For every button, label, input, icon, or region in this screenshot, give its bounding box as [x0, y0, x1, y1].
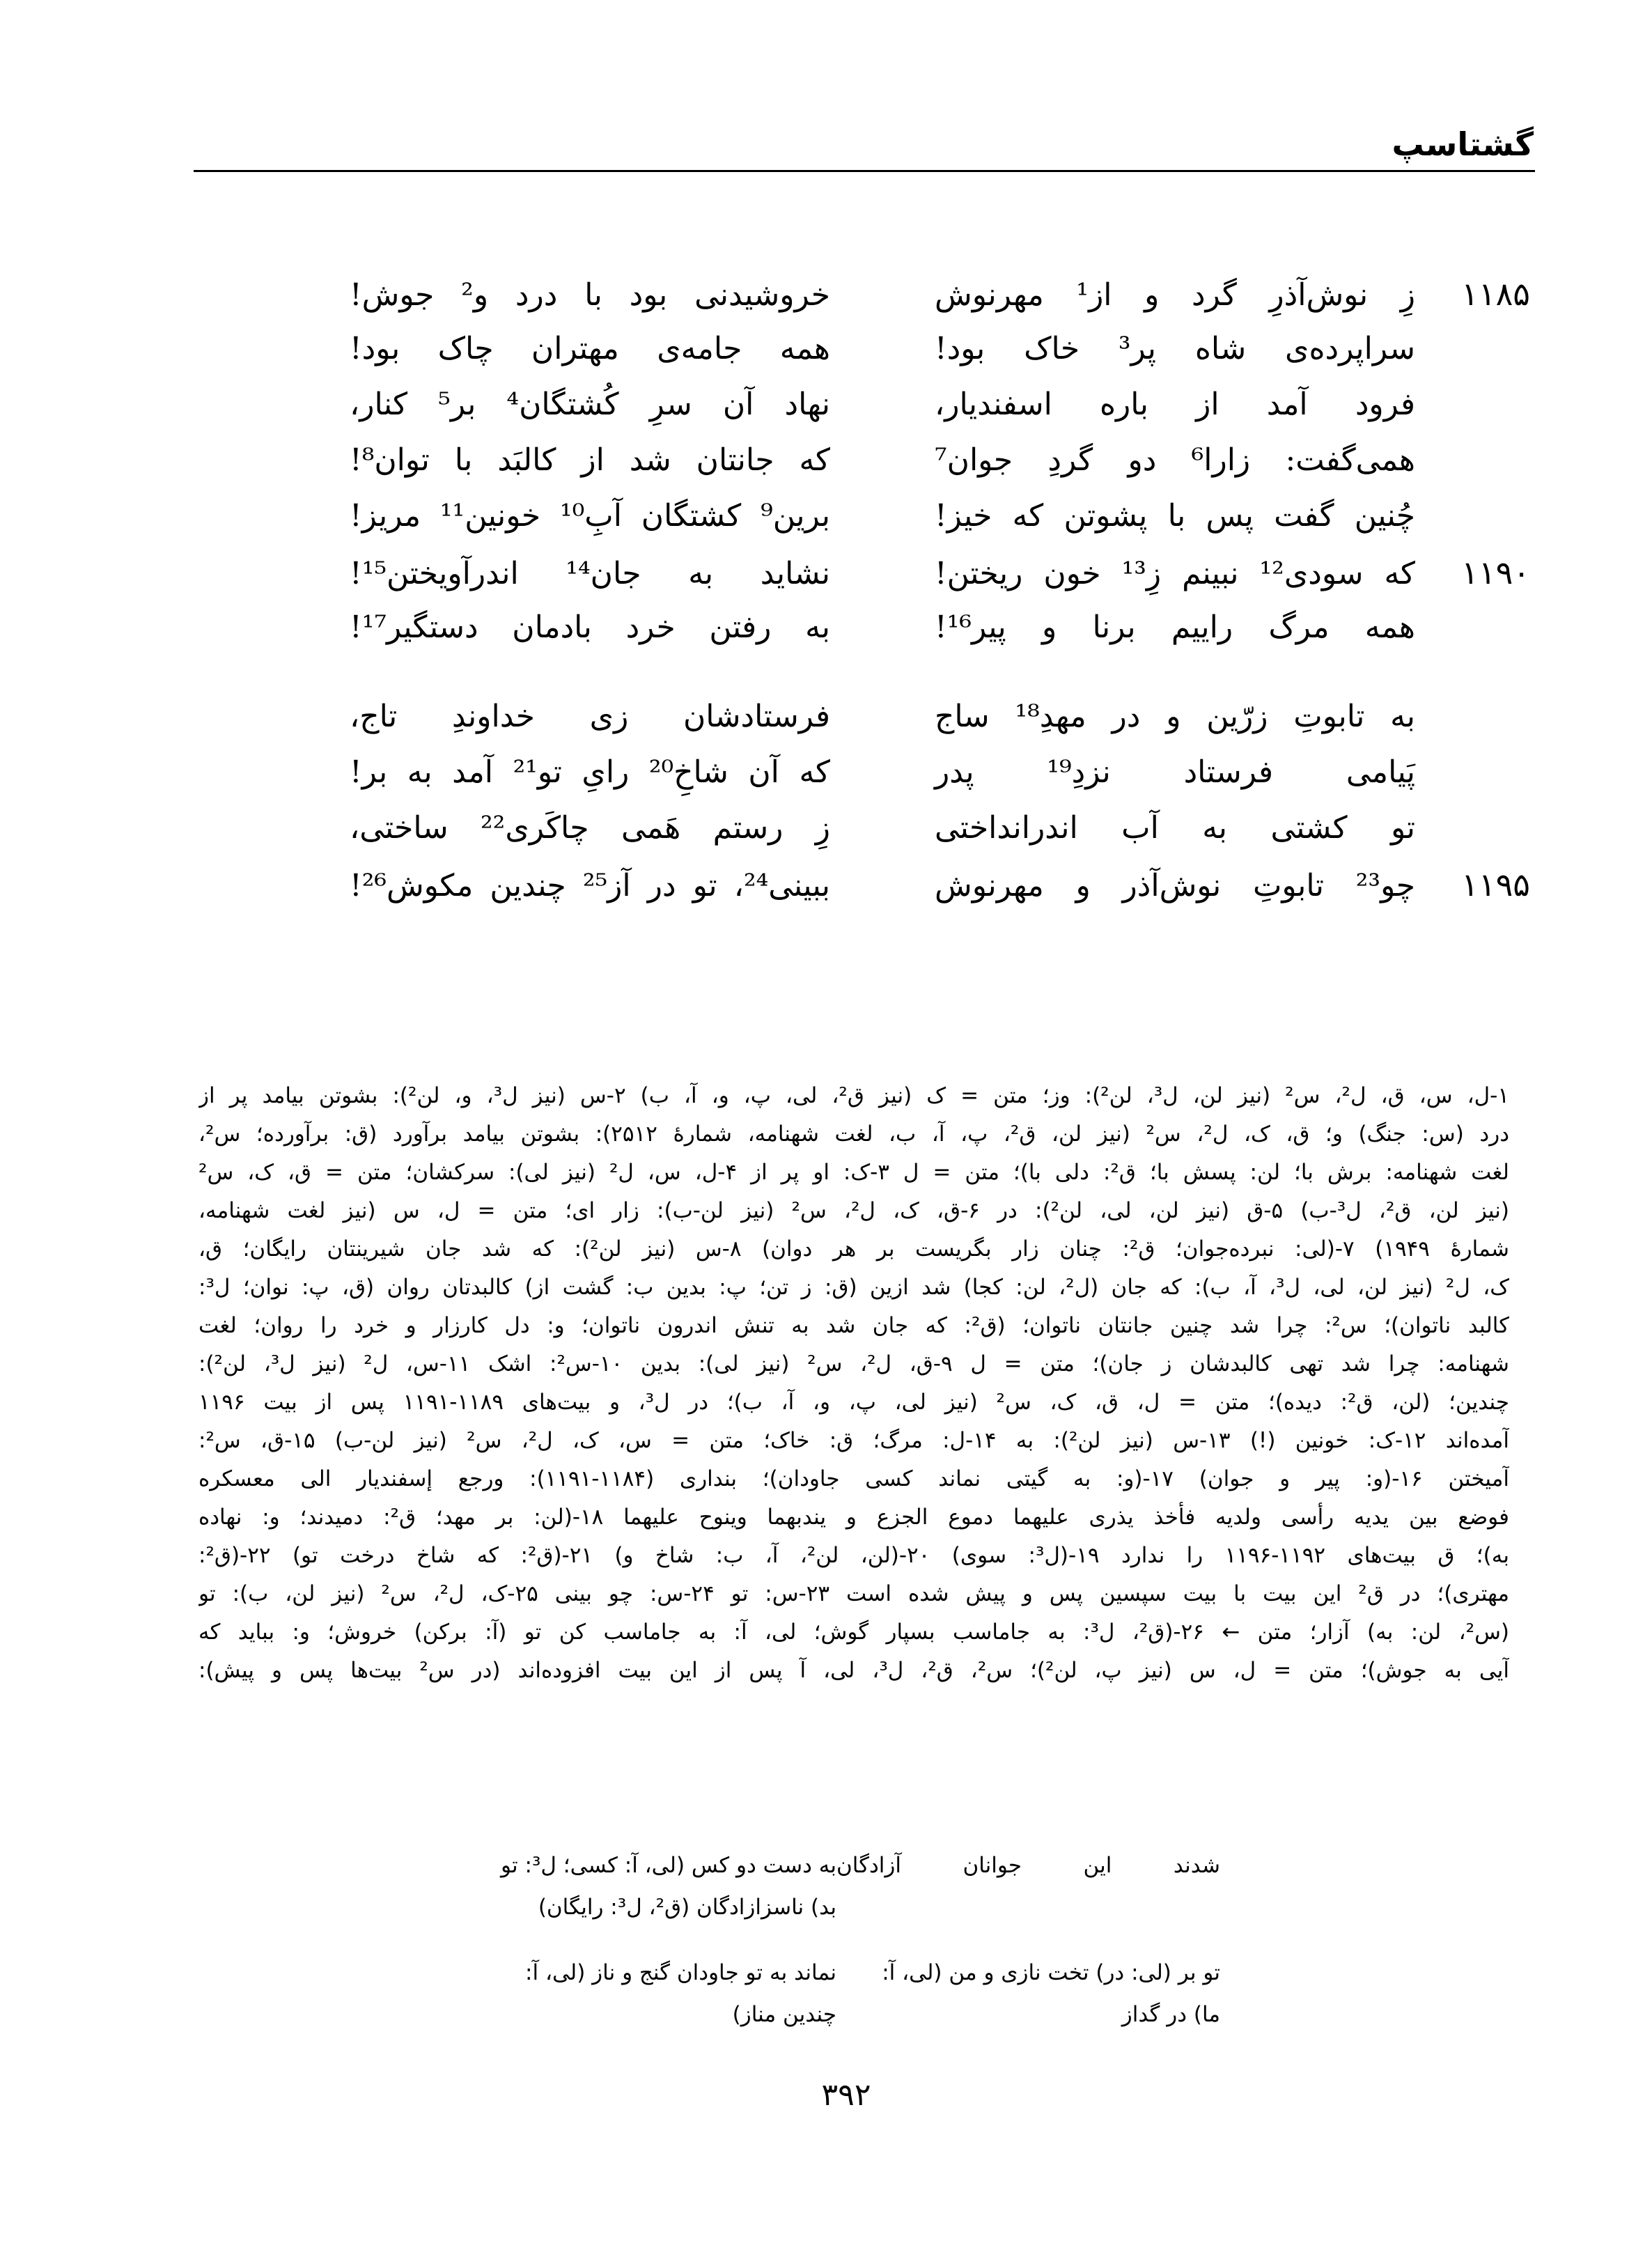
footnote-line: درد (س: جنگ) و؛ ق، ک، ل²، س² (نیز لن، ق²، پ، آ، ب، لغت شهنامه، شمارۀ ۲۵۱۲): بشوتن بیامد برآورد (ق: برآورده؛ س²،	[198, 1122, 1509, 1147]
footnote-line: ک، ل² (نیز لن، لی، ل³، آ، ب): که جان (ل²، لن: کجا) شد ازین (ق: ز تن؛ پ: بدین ب: گشت از) کالبدتان روان (ق، پ: نوان؛ ل³:	[198, 1275, 1509, 1300]
footnote-line: ۱-ل، س، ق، ل²، س² (نیز لن، ل³، لن²): وز؛ متن = ک (نیز ق²، لی، پ، و، آ، ب) ۲-س (نیز ل³، و، لن²): بشوتن بیامد پر از	[198, 1083, 1509, 1108]
footnote-line: آیی به جوش)؛ متن = ل، س (نیز پ، لن²)؛ س²، ق²، ل³، لی، آ پس از این بیت افزوده‌اند (در س² بیت‌ها پس و پیش):	[198, 1658, 1509, 1683]
footnote-line: (نیز لن، ق²، ل³-ب) ۵-ق (نیز لن، لی، لن²): در ۶-ق، ک، ل²، س² (نیز لن-ب): زار ای؛ متن = ل، س (نیز لغت شهنامه،	[198, 1198, 1509, 1223]
couplet	[293, 498, 1530, 554]
footnote-line: لغت شهنامه: برش با؛ لن: پسش با؛ ق²: دلی با)؛ متن = ل ۳-ک: او پر از ۴-ل، س، ل² (نیز لی): سرکشان؛ متن = ق، ک، س²	[198, 1160, 1509, 1185]
footnote-line: آمیختن ۱۶-(و: پیر و جوان) ۱۷-(و: به گیتی نماند کسی جاودان)؛ بنداری (۱۱۸۴-۱۱۹۱): ورجع إسفندیار الی معسکره	[198, 1466, 1509, 1491]
hemistich-first: تو کشتی به آب اندرانداختی	[935, 810, 1415, 846]
variant-row	[362, 1846, 1220, 1885]
variant-hemistich-first	[836, 1888, 1220, 1927]
hemistich-second: فرستادشان زی خداوندِ تاج،	[350, 699, 830, 734]
running-title: گشتاسپ	[1392, 125, 1534, 163]
hemistich-first: فرود آمد از باره اسفندیار،	[935, 387, 1415, 422]
footnote-line: چندین؛ (لن، ق²: دیده)؛ متن = ل، ق، ک، س² (نیز لی، پ، و، آ، ب)؛ در ل³، و بیت‌های ۱۱۸۹-۱۱۹۱ پس از بیت ۱۱۹۶	[198, 1390, 1509, 1415]
couplet	[293, 610, 1530, 665]
hemistich-first: همه مرگ راییم برنا و پیر¹⁶!	[935, 610, 1415, 645]
variant-row	[362, 1995, 1220, 2034]
footnote-line: مهتری)؛ در ق² این بیت با بیت سپسین پس و پیش شده است ۲۳-س: تو ۲۴-س: چو بینی ۲۵-ک، ل²، س² (نیز لن، ب): تو	[198, 1581, 1509, 1606]
footnote-line: (س²، لن: به) آزار؛ متن ← ۲۶-(ق²، ل³: به جاماسب بسپار گوش؛ لی، آ: به جاماسب کن تو (آ: برکن) خروش؛ و: بباید که	[198, 1620, 1509, 1645]
variant-row	[362, 1953, 1220, 1992]
hemistich-first: سراپرده‌ی شاه پر³ خاک بود!	[935, 331, 1415, 366]
hemistich-first: همی‌گفت: زارا⁶ دو گردِ جوان⁷	[935, 442, 1415, 478]
variant-hemistich-first: شدند این جوانان آزادگان	[836, 1853, 1220, 1878]
hemistich-second: خروشیدنی بود با درد و² جوش!	[350, 277, 830, 313]
hemistich-first: که سودی¹² نبینم زِ¹³ خون ریختن!	[935, 556, 1415, 591]
hemistich-second: که جانتان شد از کالبَد با توان⁸!	[350, 442, 830, 478]
footnote-line: شهنامه: چرا شد تهی کالبدشان ز جان)؛ متن = ل ۹-ق، ل²، س² (نیز لی): بدین ۱۰-س²: اشک ۱۱-س، ل² (نیز ل³، لن²):	[198, 1351, 1509, 1376]
variant-row	[362, 1888, 1220, 1927]
hemistich-second: به رفتن خرد بادمان دستگیر¹⁷!	[350, 610, 830, 645]
variant-hemistich-first: ما) در گداز	[1121, 2002, 1220, 2027]
verse-number: ۱۱۹۰	[1461, 554, 1530, 591]
variant-hemistich-first: تو بر (لی: در) تخت نازی و من (لی، آ:	[882, 1960, 1220, 1985]
variant-verses	[362, 1846, 1220, 2037]
couplet	[293, 699, 1530, 754]
hemistich-first: به تابوتِ زرّین و در مهدِ¹⁸ ساج	[935, 699, 1415, 734]
page-number: ۳۹۲	[821, 2077, 871, 2113]
footnote-line: کالبد ناتوان)؛ س²: چرا شد چنین جانتان ناتوان؛ (ق²: که جان شد به تنش اندرون ناتوان؛ و: دل کارزار و خرد را روان؛ لغت	[198, 1313, 1509, 1338]
variant-hemistich-second: بد) ناسزازادگان (ق²، ل³: رایگان)	[538, 1895, 836, 1920]
hemistich-second: نهاد آن سرِ کُشتگان⁴ بر⁵ کنار،	[350, 387, 830, 422]
hemistich-second: همه جامه‌ی مهتران چاک بود!	[350, 331, 830, 366]
variant-hemistich-second: نماند به تو جاودان گنج و ناز (لی، آ:	[525, 1960, 836, 1985]
variant-hemistich-second: به دست دو کس (لی، آ: کسی؛ ل³: تو	[501, 1853, 836, 1878]
verse-number: ۱۱۹۵	[1461, 866, 1530, 903]
footnote-line: فوضع بین یدیه رأسی ولدیه فأخذ یذری علیهما دموع الجزع و یندبهما وینوح علیهما ۱۸-(لن: بر مهد؛ ق²: دمیدند؛ و: نهاده	[198, 1505, 1509, 1530]
couplet	[293, 387, 1530, 442]
poem-block	[293, 275, 1530, 922]
hemistich-first: پَیامی فرستاد نزدِ¹⁹ پدر	[935, 754, 1416, 790]
couplet	[293, 754, 1530, 810]
couplet-1190	[293, 554, 1530, 610]
variant-hemistich-second: چندین مناز)	[732, 2002, 836, 2027]
footnote-line: به)؛ ق بیت‌های ۱۱۹۲-۱۱۹۶ را ندارد ۱۹-(ل³: سوی) ۲۰-(لن، لن²، آ، ب: شاخ و) ۲۱-(ق²: که شاخ درخت تو) ۲۲-(ق²:	[198, 1543, 1509, 1568]
footnote-line: آمده‌اند ۱۲-ک: خونین (!) ۱۳-س (نیز لن²): به ۱۴-ل: مرگ؛ ق: خاک؛ متن = س، ک، ل²، س² (نیز لن-ب) ۱۵-ق، س²:	[198, 1428, 1509, 1453]
hemistich-second: نشاید به جان¹⁴ اندرآویختن¹⁵!	[350, 556, 830, 591]
hemistich-first: زِ نوش‌آذرِ گرد و از¹ مهرنوش	[935, 277, 1415, 313]
hemistich-second: زِ رستم هَمی چاکَری²² ساختی،	[350, 810, 830, 846]
hemistich-first: چو²³ تابوتِ نوش‌آذر و مهرنوش	[935, 868, 1415, 903]
couplet	[293, 810, 1530, 866]
footnotes	[198, 1076, 1509, 1689]
couplet-1185	[293, 275, 1530, 331]
couplet	[293, 442, 1530, 498]
hemistich-second: برین⁹ کشتگان آبِ¹⁰ خونین¹¹ مریز!	[350, 498, 830, 534]
hemistich-second: که آن شاخِ²⁰ رایِ تو²¹ آمد به بر!	[350, 754, 830, 790]
verse-number: ۱۱۸۵	[1461, 275, 1530, 313]
couplet	[293, 331, 1530, 387]
couplet-1195	[293, 866, 1530, 922]
footnote-line: شمارۀ ۱۹۴۹) ۷-(لی: نبرده‌جوان؛ ق²: چنان زار بگریست بر هر دوان) ۸-س (نیز لن²): که شد جان شیرینتان رایگان؛ ق،	[198, 1236, 1509, 1262]
hemistich-second: ببینی²⁴، تو در آز²⁵ چندین مکوش²⁶!	[350, 868, 831, 903]
header-rule	[194, 170, 1535, 172]
hemistich-first: چُنین گفت پس با پشوتن که خیز!	[935, 498, 1415, 534]
